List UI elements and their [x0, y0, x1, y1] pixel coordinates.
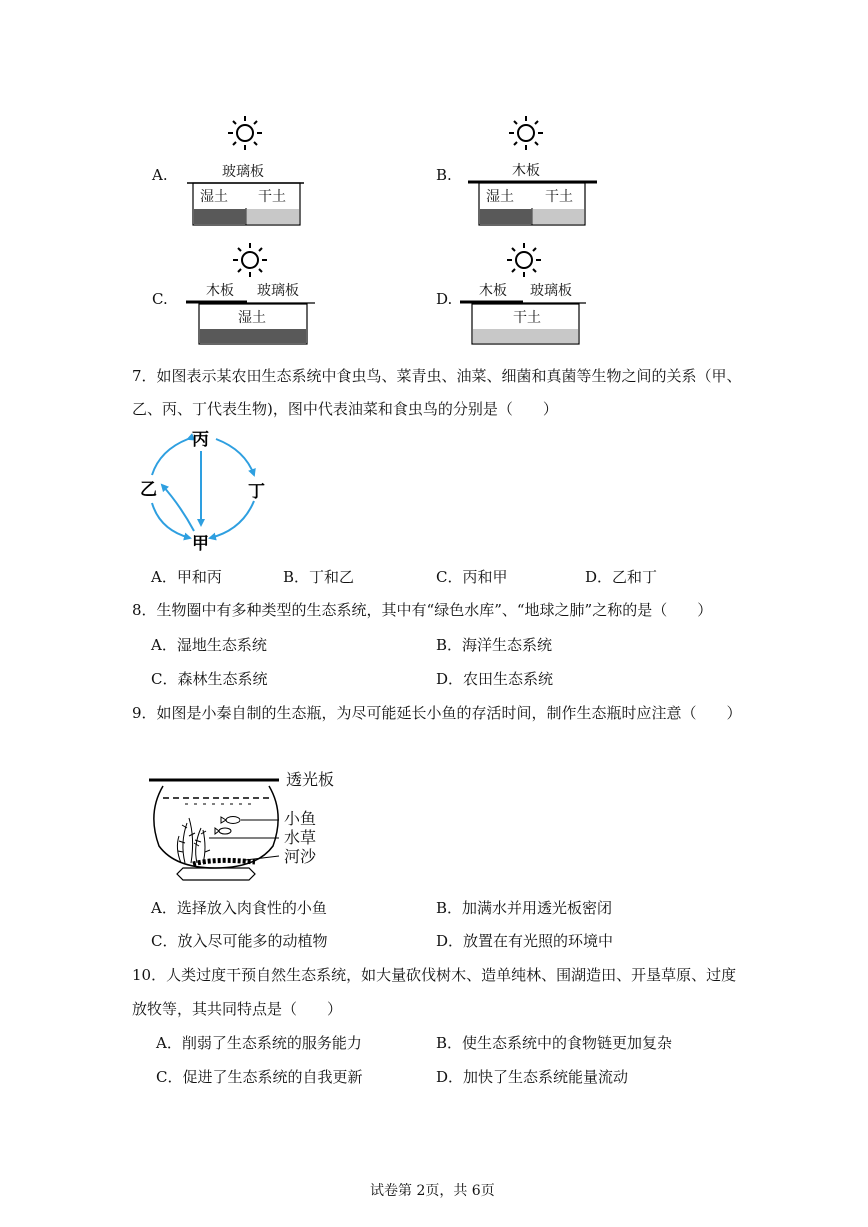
- q6-b-right-label: 干土: [545, 189, 573, 205]
- q6-option-d-letter[interactable]: D.: [436, 290, 453, 308]
- arrow-bottom-to-left: [162, 485, 194, 531]
- page-footer: 试卷第 2页，共 6页: [370, 1183, 495, 1199]
- q10-stem-line2: 放牧等，其共同特点是（ ）: [132, 1000, 343, 1018]
- arrow-right-to-bottom: [210, 501, 254, 538]
- q10-option-b[interactable]: B．使生态系统中的食物链更加复杂: [436, 1034, 673, 1052]
- q9-option-d[interactable]: D．放置在有光照的环境中: [436, 932, 614, 950]
- q9-option-c[interactable]: C．放入尽可能多的动植物: [151, 932, 328, 950]
- q6-diagrams: [0, 0, 868, 360]
- q6-a-left-label: 湿土: [200, 189, 228, 205]
- q8-option-a[interactable]: A．湿地生态系统: [151, 636, 267, 654]
- q8-stem: 8．生物圈中有多种类型的生态系统，其中有“绿色水库”、“地球之肺”之称的是（ ）: [132, 601, 713, 619]
- q9-stem: 9．如图是小秦自制的生态瓶，为尽可能延长小鱼的存活时间，制作生态瓶时应注意（ ）: [132, 704, 742, 722]
- q7-food-web-diagram: [130, 425, 280, 555]
- q9-board-label: 透光板: [286, 770, 335, 789]
- node-right: 丁: [248, 482, 265, 502]
- q6-a-right-label: 干土: [258, 189, 286, 205]
- q6-d-board-right-label: 玻璃板: [530, 283, 572, 299]
- q8-option-d[interactable]: D．农田生态系统: [436, 670, 554, 688]
- q6-option-a-letter[interactable]: A.: [152, 166, 168, 184]
- arrow-top-to-left: [152, 439, 188, 475]
- q6-d-soil-label: 干土: [513, 310, 541, 326]
- q6-c-soil-label: 湿土: [238, 310, 266, 326]
- q7-option-c[interactable]: C．丙和甲: [436, 568, 508, 586]
- dry-soil-fill: [473, 329, 578, 343]
- sun-icon: [507, 243, 541, 277]
- q9-sand-label: 河沙: [284, 847, 317, 866]
- dry-soil-fill: [533, 209, 584, 224]
- q10-stem-line1: 10．人类过度干预自然生态系统，如大量砍伐树木、造单纯林、围湖造田、开垦草原、过度: [132, 966, 737, 984]
- q6-a-board-label: 玻璃板: [222, 164, 264, 180]
- q6-c-board-left-label: 木板: [206, 283, 234, 299]
- q9-option-a[interactable]: A．选择放入肉食性的小鱼: [151, 899, 327, 917]
- q6-c-board-right-label: 玻璃板: [257, 283, 299, 299]
- q7-option-a[interactable]: A．甲和丙: [151, 568, 222, 586]
- q6-b-board-label: 木板: [512, 163, 540, 179]
- q10-option-a[interactable]: A．削弱了生态系统的服务能力: [156, 1034, 362, 1052]
- q8-option-b[interactable]: B．海洋生态系统: [436, 636, 553, 654]
- wet-soil-fill: [200, 329, 306, 343]
- q6-option-b-letter[interactable]: B.: [436, 166, 452, 184]
- q9-fish-label: 小鱼: [284, 809, 317, 828]
- q6-b-left-label: 湿土: [486, 189, 514, 205]
- q7-stem-line1: 7．如图表示某农田生态系统中食虫鸟、菜青虫、油菜、细菌和真菌等生物之间的关系（甲、: [132, 367, 742, 385]
- q10-option-d[interactable]: D．加快了生态系统能量流动: [436, 1068, 629, 1086]
- node-left: 乙: [140, 480, 157, 500]
- q7-stem-line2: 乙、丙、丁代表生物)，图中代表油菜和食虫鸟的分别是（ ）: [132, 400, 558, 418]
- wet-soil-fill: [480, 209, 532, 224]
- sun-icon: [233, 243, 267, 277]
- q8-option-c[interactable]: C．森林生态系统: [151, 670, 268, 688]
- node-top: 丙: [192, 430, 209, 450]
- water-grass-icon: [177, 818, 210, 863]
- q10-option-c[interactable]: C．促进了生态系统的自我更新: [156, 1068, 363, 1086]
- dry-soil-fill: [247, 209, 299, 224]
- fish-icon: [215, 817, 240, 835]
- node-bottom: 甲: [192, 534, 209, 554]
- q6-d-board-left-label: 木板: [479, 283, 507, 299]
- sun-icon: [509, 116, 543, 150]
- arrow-left-to-bottom: [152, 503, 190, 538]
- arrow-top-to-right: [216, 439, 254, 475]
- q7-option-d[interactable]: D．乙和丁: [585, 568, 658, 586]
- q7-option-b[interactable]: B．丁和乙: [283, 568, 355, 586]
- q9-grass-label: 水草: [284, 828, 317, 847]
- q6-option-c-letter[interactable]: C.: [152, 290, 168, 308]
- sun-icon: [228, 116, 262, 150]
- wet-soil-fill: [194, 209, 246, 224]
- q9-option-b[interactable]: B．加满水并用透光板密闭: [436, 899, 613, 917]
